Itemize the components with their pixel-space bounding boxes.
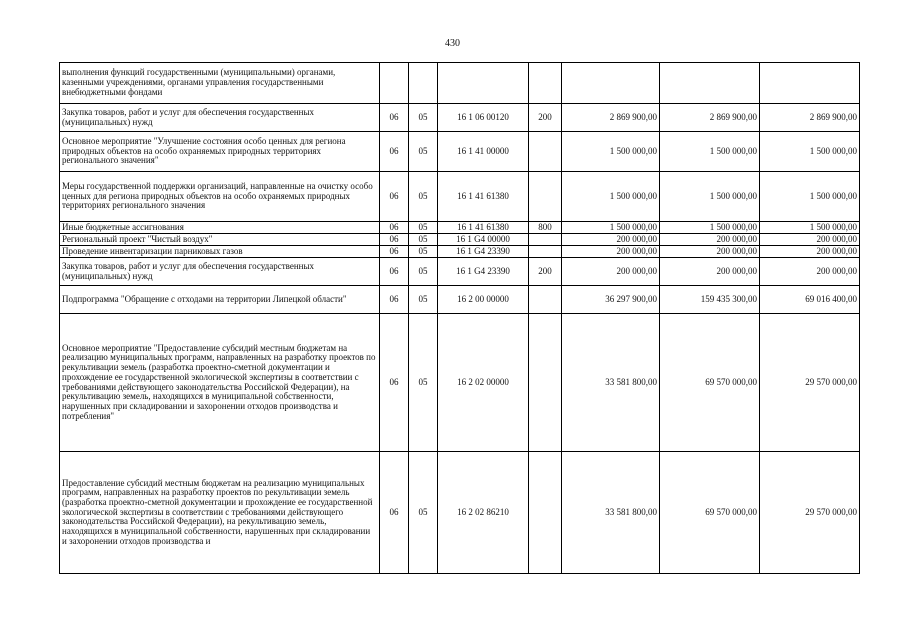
expense-type-cell: 200 <box>529 104 562 132</box>
section-cell <box>409 63 438 104</box>
chapter-cell: 06 <box>380 452 409 574</box>
amount-year3-cell: 200 000,00 <box>760 246 860 258</box>
expense-type-cell <box>529 286 562 314</box>
amount-year1-cell: 200 000,00 <box>562 234 660 246</box>
table-row <box>60 314 860 452</box>
expense-type-cell: 800 <box>529 222 562 234</box>
table-row <box>60 132 860 172</box>
row-name: выполнения функций государственными (муниципальными) органами, казенными учреждениями, органами управления государственными внебюджетными фондами <box>60 63 380 104</box>
row-name: Основное мероприятие "Предоставление субсидий местным бюджетам на реализацию муниципальных программ, направленных на разработку проектов по рекультивации земель (разработка проектно-сметной документации и прохождение ее государственной экологической экспертизы в соответствии с требованиями действующего законодательства Российской Федерации), на рекультивацию земель, находящихся в муниципальной собственности, нарушенных при складировании и захоронении отходов производства и потребления" <box>60 314 380 452</box>
chapter-cell: 06 <box>380 132 409 172</box>
amount-year1-cell: 33 581 800,00 <box>562 314 660 452</box>
target-code-cell: 16 1 41 61380 <box>438 222 529 234</box>
target-code-cell: 16 1 G4 23390 <box>438 246 529 258</box>
row-name: Закупка товаров, работ и услуг для обеспечения государственных (муниципальных) нужд <box>60 258 380 286</box>
row-name: Меры государственной поддержки организаций, направленные на очистку особо ценных для региона природных объектов на особо охраняемых природных территориях регионального значения <box>60 172 380 222</box>
target-code-cell: 16 2 00 00000 <box>438 286 529 314</box>
amount-year1-cell <box>562 63 660 104</box>
amount-year2-cell: 69 570 000,00 <box>660 452 760 574</box>
amount-year2-cell: 1 500 000,00 <box>660 222 760 234</box>
amount-year1-cell: 200 000,00 <box>562 258 660 286</box>
row-name: Проведение инвентаризации парниковых газов <box>60 246 380 258</box>
target-code-cell: 16 2 02 86210 <box>438 452 529 574</box>
expense-type-cell: 200 <box>529 258 562 286</box>
amount-year3-cell: 1 500 000,00 <box>760 132 860 172</box>
amount-year2-cell: 2 869 900,00 <box>660 104 760 132</box>
table-row <box>60 258 860 286</box>
section-cell: 05 <box>409 222 438 234</box>
amount-year2-cell: 200 000,00 <box>660 258 760 286</box>
amount-year2-cell: 1 500 000,00 <box>660 132 760 172</box>
row-name: Региональный проект "Чистый воздух" <box>60 234 380 246</box>
amount-year1-cell: 1 500 000,00 <box>562 132 660 172</box>
section-cell: 05 <box>409 234 438 246</box>
table-row <box>60 286 860 314</box>
table-row <box>60 452 860 574</box>
amount-year2-cell: 200 000,00 <box>660 246 760 258</box>
chapter-cell: 06 <box>380 222 409 234</box>
chapter-cell <box>380 63 409 104</box>
target-code-cell <box>438 63 529 104</box>
target-code-cell: 16 1 41 00000 <box>438 132 529 172</box>
row-name: Основное мероприятие "Улучшение состояния особо ценных для региона природных объектов на особо охраняемых природных территориях регионального значения" <box>60 132 380 172</box>
amount-year2-cell: 1 500 000,00 <box>660 172 760 222</box>
expense-type-cell <box>529 314 562 452</box>
table-row <box>60 246 860 258</box>
row-name: Подпрограмма "Обращение с отходами на территории Липецкой области" <box>60 286 380 314</box>
expense-type-cell <box>529 246 562 258</box>
table-row <box>60 172 860 222</box>
row-name: Закупка товаров, работ и услуг для обеспечения государственных (муниципальных) нужд <box>60 104 380 132</box>
chapter-cell: 06 <box>380 172 409 222</box>
section-cell: 05 <box>409 104 438 132</box>
row-name: Иные бюджетные ассигнования <box>60 222 380 234</box>
section-cell: 05 <box>409 132 438 172</box>
amount-year1-cell: 1 500 000,00 <box>562 222 660 234</box>
section-cell: 05 <box>409 286 438 314</box>
amount-year2-cell <box>660 63 760 104</box>
table-row <box>60 222 860 234</box>
amount-year1-cell: 36 297 900,00 <box>562 286 660 314</box>
amount-year3-cell: 2 869 900,00 <box>760 104 860 132</box>
chapter-cell: 06 <box>380 246 409 258</box>
target-code-cell: 16 1 41 61380 <box>438 172 529 222</box>
amount-year1-cell: 2 869 900,00 <box>562 104 660 132</box>
chapter-cell: 06 <box>380 104 409 132</box>
row-name: Предоставление субсидий местным бюджетам на реализацию муниципальных программ, направленных на разработку проектов по рекультивации земель (разработка проектно-сметной документации и прохождение ее государственной экологической экспертизы в соответствии с требованиями действующего законодательства Российской Федерации), на рекультивацию земель, находящихся в муниципальной собственности, нарушенных при складировании и захоронении отходов производства и <box>60 452 380 574</box>
chapter-cell: 06 <box>380 286 409 314</box>
section-cell: 05 <box>409 314 438 452</box>
amount-year3-cell: 29 570 000,00 <box>760 314 860 452</box>
expense-type-cell <box>529 132 562 172</box>
page-number: 430 <box>445 38 460 49</box>
amount-year3-cell: 200 000,00 <box>760 234 860 246</box>
amount-year3-cell: 1 500 000,00 <box>760 172 860 222</box>
expense-type-cell <box>529 234 562 246</box>
chapter-cell: 06 <box>380 314 409 452</box>
target-code-cell: 16 1 06 00120 <box>438 104 529 132</box>
amount-year2-cell: 159 435 300,00 <box>660 286 760 314</box>
expense-type-cell <box>529 172 562 222</box>
amount-year2-cell: 69 570 000,00 <box>660 314 760 452</box>
amount-year3-cell: 29 570 000,00 <box>760 452 860 574</box>
amount-year3-cell: 1 500 000,00 <box>760 222 860 234</box>
amount-year1-cell: 1 500 000,00 <box>562 172 660 222</box>
amount-year3-cell <box>760 63 860 104</box>
target-code-cell: 16 1 G4 00000 <box>438 234 529 246</box>
table-row <box>60 234 860 246</box>
amount-year3-cell: 200 000,00 <box>760 258 860 286</box>
section-cell: 05 <box>409 172 438 222</box>
amount-year3-cell: 69 016 400,00 <box>760 286 860 314</box>
section-cell: 05 <box>409 246 438 258</box>
budget-table <box>59 62 860 574</box>
table-row <box>60 63 860 104</box>
table-row <box>60 104 860 132</box>
amount-year1-cell: 200 000,00 <box>562 246 660 258</box>
amount-year1-cell: 33 581 800,00 <box>562 452 660 574</box>
expense-type-cell <box>529 452 562 574</box>
chapter-cell: 06 <box>380 234 409 246</box>
target-code-cell: 16 2 02 00000 <box>438 314 529 452</box>
amount-year2-cell: 200 000,00 <box>660 234 760 246</box>
chapter-cell: 06 <box>380 258 409 286</box>
section-cell: 05 <box>409 452 438 574</box>
target-code-cell: 16 1 G4 23390 <box>438 258 529 286</box>
section-cell: 05 <box>409 258 438 286</box>
expense-type-cell <box>529 63 562 104</box>
